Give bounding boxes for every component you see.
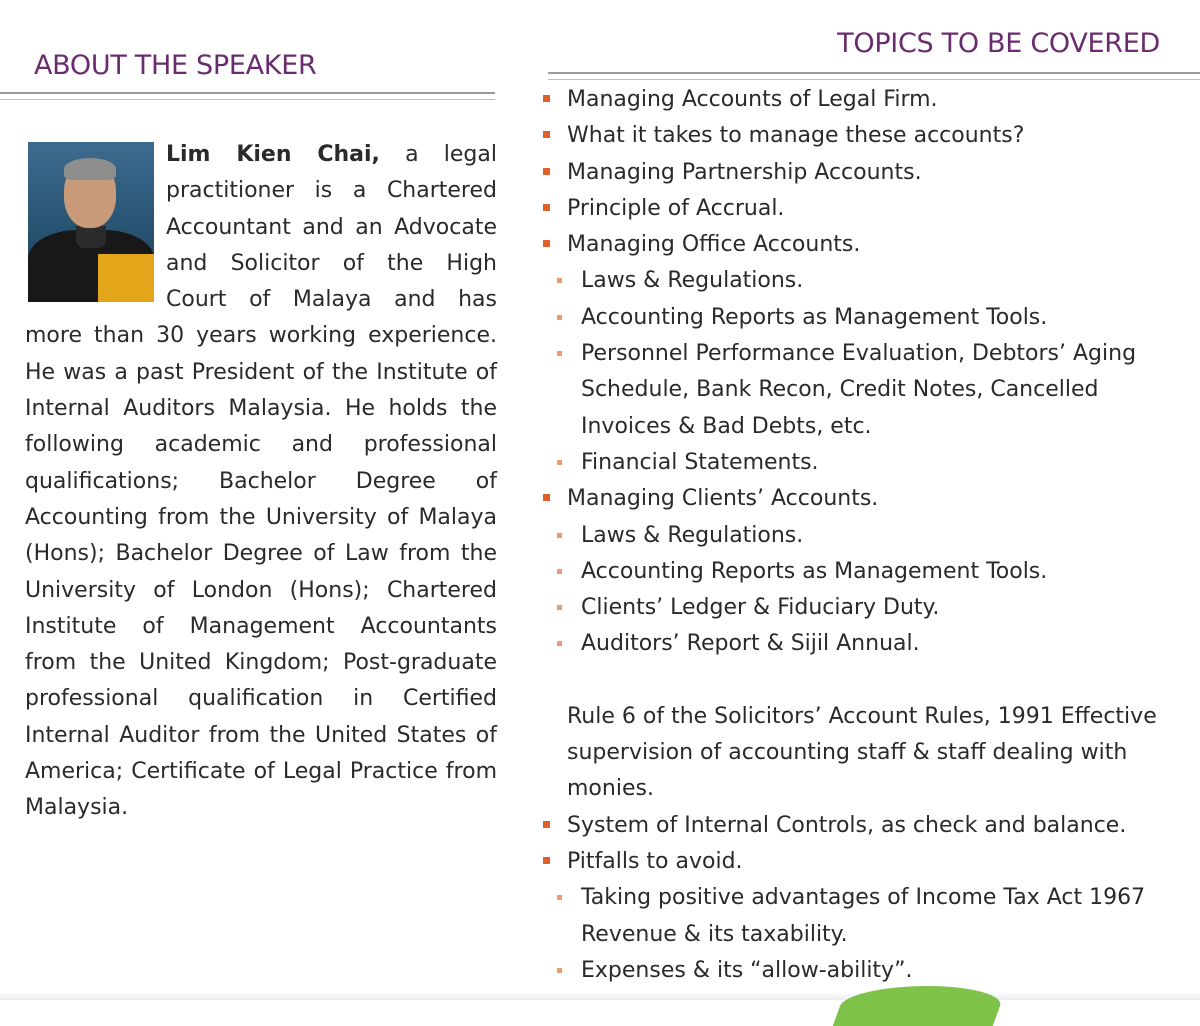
topic-subitem: [540, 336, 1190, 445]
square-bullet-icon: [543, 494, 550, 501]
topic-item: [540, 191, 1190, 227]
topic-item: [540, 808, 1190, 844]
topic-text: Principle of Accrual.: [567, 195, 785, 221]
topic-subitem: [540, 263, 1190, 299]
topic-item: [540, 481, 1190, 517]
square-bullet-icon: [557, 641, 562, 646]
square-bullet-icon: [543, 240, 550, 247]
topic-item: [540, 155, 1190, 191]
topic-text: Managing Accounts of Legal Firm.: [567, 87, 938, 112]
topics-divider: [548, 72, 1200, 80]
topic-text: Managing Partnership Accounts.: [567, 159, 922, 185]
topic-text: Accounting Reports as Management Tools.: [581, 558, 1048, 584]
speaker-bio-text: a legal practitioner is a Chartered Accountant and an Advocate and Solicitor of the High Court of Malaya and has more than 30 years working experience. He was a past President of the Institute of Internal Auditors Malaysia. He holds the following academic and professional qualifications; Bachelor Degree of Accounting from the University of Malaya (Hons); Bachelor Degree of Law from the University of London (Hons); Chartered Institute of Management Accountants from the United Kingdom; Post-graduate professional qualification in Certified Internal Auditor from the United States of America; Certificate of Legal Practice from Malaysia.: [25, 142, 497, 821]
topic-text: Laws & Regulations.: [581, 522, 804, 548]
topic-subitem: [540, 554, 1190, 590]
topic-subitem: [540, 300, 1190, 336]
footer-shadow: [0, 992, 1200, 1000]
square-bullet-icon: [557, 278, 562, 283]
topic-text: Managing Clients’ Accounts.: [567, 486, 879, 512]
square-bullet-icon: [543, 95, 550, 102]
square-bullet-icon: [557, 460, 562, 465]
topic-text: Laws & Regulations.: [581, 268, 804, 294]
about-speaker-heading: ABOUT THE SPEAKER: [34, 50, 317, 81]
topic-subitem: [540, 880, 1190, 953]
topic-subitem: [540, 953, 1190, 989]
topic-item: [540, 227, 1190, 263]
square-bullet-icon: [557, 895, 562, 900]
speaker-name: Lim Kien Chai,: [166, 142, 380, 167]
square-bullet-icon: [543, 168, 550, 175]
topic-subitem: [540, 626, 1190, 662]
topic-text: Taking positive advantages of Income Tax Act 1967 Revenue & its taxability.: [581, 885, 1146, 947]
topic-paragraph: [540, 699, 1190, 808]
topic-text: Personnel Performance Evaluation, Debtors’ Aging Schedule, Bank Recon, Credit Notes, Cancelled Invoices & Bad Debts, etc.: [581, 341, 1137, 439]
square-bullet-icon: [557, 315, 562, 320]
topic-item: [540, 844, 1190, 880]
square-bullet-icon: [543, 857, 550, 864]
topic-text: What it takes to manage these accounts?: [567, 123, 1025, 149]
topics-heading: TOPICS TO BE COVERED: [837, 28, 1160, 59]
topic-item: [540, 118, 1190, 154]
topic-text: Pitfalls to avoid.: [567, 848, 743, 874]
topic-text: Managing Office Accounts.: [567, 232, 861, 258]
about-divider: [0, 92, 495, 100]
topics-list: [540, 82, 1190, 989]
square-bullet-icon: [543, 131, 550, 138]
square-bullet-icon: [557, 968, 562, 973]
topic-subitem: [540, 518, 1190, 554]
square-bullet-icon: [557, 605, 562, 610]
topic-text: Rule 6 of the Solicitors’ Account Rules, 1991 Effective supervision of accounting staff & staff dealing with monies.: [567, 703, 1157, 802]
speaker-photo: [28, 142, 154, 302]
square-bullet-icon: [543, 204, 550, 211]
topic-text: Financial Statements.: [581, 449, 819, 475]
topic-subitem: [540, 445, 1190, 481]
square-bullet-icon: [557, 569, 562, 574]
square-bullet-icon: [557, 533, 562, 538]
square-bullet-icon: [557, 351, 562, 356]
topic-text: Accounting Reports as Management Tools.: [581, 304, 1048, 330]
topic-item: [540, 82, 1190, 118]
speaker-bio-section: [25, 137, 497, 827]
topic-subitem: [540, 590, 1190, 626]
topic-text: Auditors’ Report & Sijil Annual.: [581, 631, 920, 657]
topic-text: Expenses & its “allow-ability”.: [581, 957, 913, 983]
square-bullet-icon: [543, 821, 550, 828]
list-spacer: [540, 663, 1190, 699]
topic-text: Clients’ Ledger & Fiduciary Duty.: [581, 595, 940, 621]
topic-text: System of Internal Controls, as check and balance.: [567, 812, 1127, 838]
